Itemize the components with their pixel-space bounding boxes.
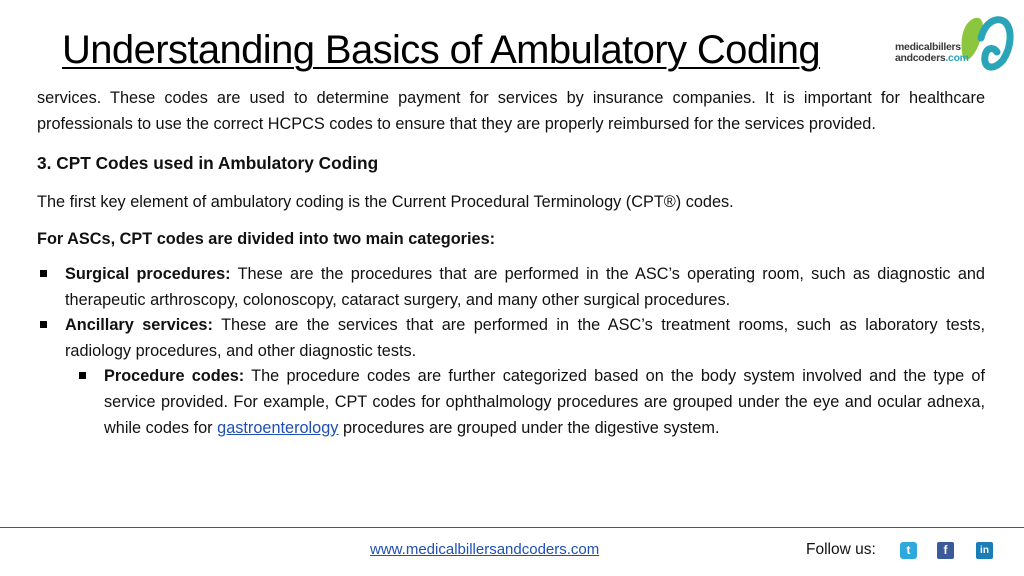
section-heading: 3. CPT Codes used in Ambulatory Coding <box>37 153 379 174</box>
intro-paragraph: services. These codes are used to determine payment for services by insurance companies. It is important for healthcare professionals to use the correct HCPCS codes to ensure that they are properly reimbursed for the services provided. <box>37 89 985 133</box>
list-item <box>37 313 985 364</box>
category-list <box>37 262 985 364</box>
categories-intro: For ASCs, CPT codes are divided into two main categories: <box>37 230 496 249</box>
linkedin-icon[interactable]: in <box>976 542 993 559</box>
bullet-icon <box>79 372 86 379</box>
surgical-label: Surgical procedures: <box>65 264 231 283</box>
facebook-icon[interactable]: f <box>937 542 954 559</box>
twitter-icon[interactable]: t <box>900 542 917 559</box>
procedure-codes-text-end: procedures are grouped under the digestive system. <box>342 418 720 437</box>
bullet-icon <box>40 321 47 328</box>
page-title: Understanding Basics of Ambulatory Coding <box>62 28 821 72</box>
main-content <box>37 86 985 441</box>
sub-list <box>37 364 985 441</box>
follow-us-label: Follow us: <box>806 541 876 558</box>
website-link[interactable]: www.medicalbillersandcoders.com <box>370 541 600 558</box>
ancillary-label: Ancillary services: <box>65 316 213 335</box>
procedure-codes-text: The procedure codes are further categorized based on the body system involved and the type of service provided. For example, CPT codes for ophthalmology procedures are grouped under the eye and ocular adnexa, while codes for <box>104 367 985 437</box>
surgical-text: These are the procedures that are performed in the ASC’s operating room, such as diagnostic and therapeutic arthroscopy, colonoscopy, cataract surgery, and many other surgical procedures. <box>65 264 985 309</box>
logo-wordmark: medicalbillers andcoders.com <box>895 41 969 64</box>
gastroenterology-link[interactable]: gastroenterology <box>217 418 339 437</box>
bullet-icon <box>40 270 47 277</box>
ancillary-text: These are the services that are performed in the ASC’s treatment rooms, such as laboratory tests, radiology procedures, and other diagnostic tests. <box>65 316 985 360</box>
footer-divider <box>0 527 1024 528</box>
procedure-codes-label: Procedure codes: <box>104 367 245 386</box>
list-item <box>37 262 985 313</box>
cpt-paragraph: The first key element of ambulatory coding is the Current Procedural Terminology (CPT®) codes. <box>37 192 734 211</box>
list-item <box>37 364 985 441</box>
